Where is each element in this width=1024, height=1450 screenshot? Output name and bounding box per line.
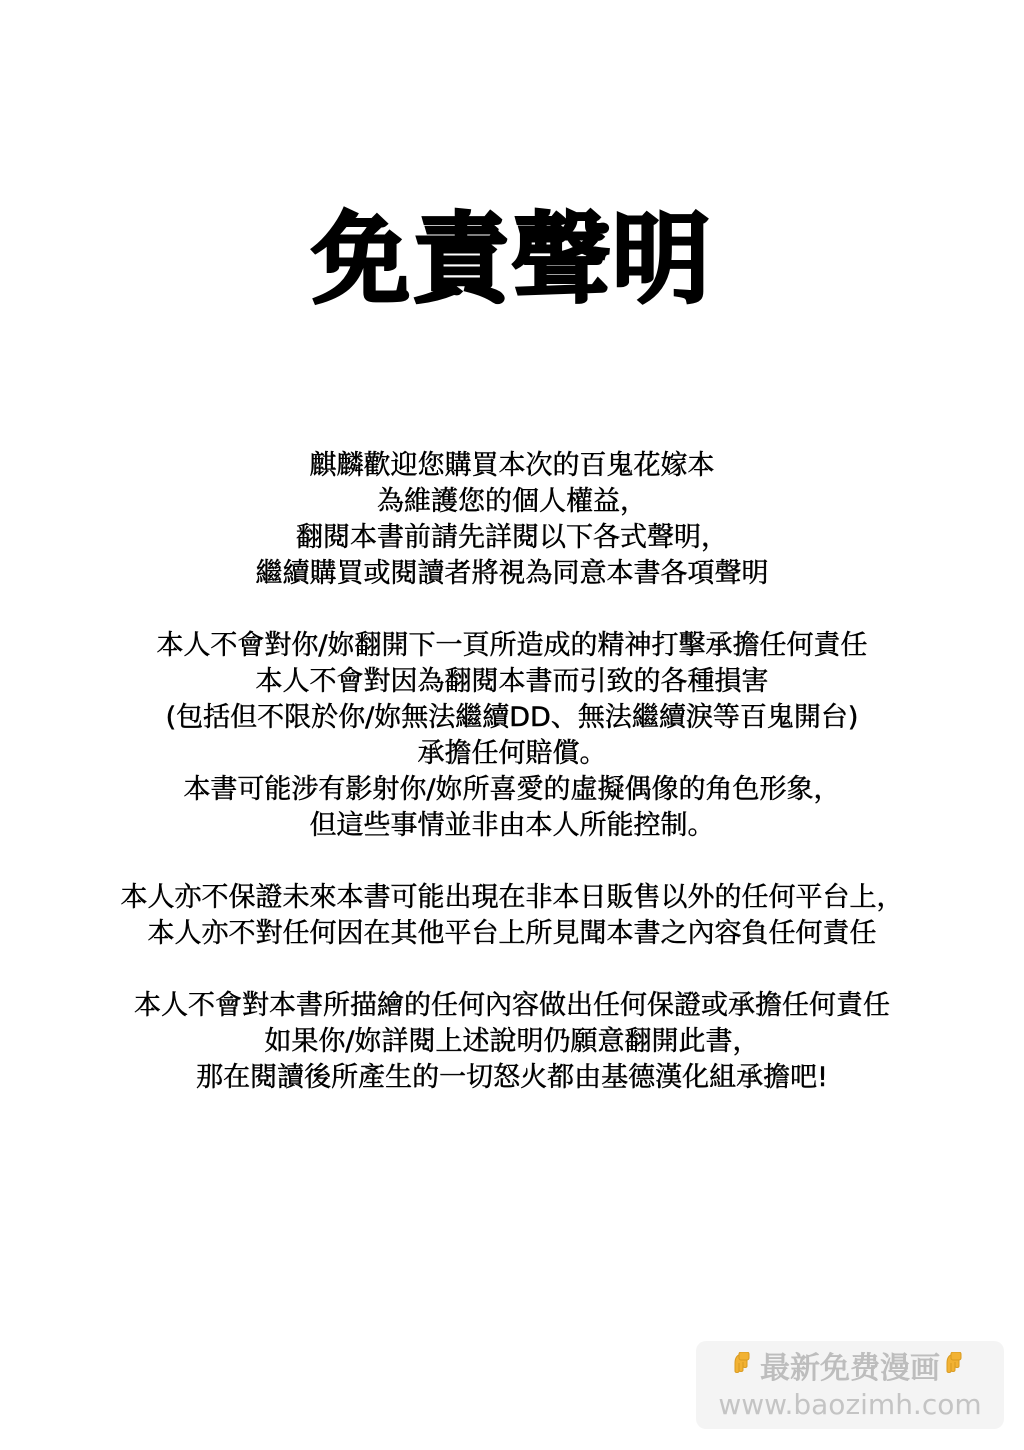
text-line: 為維護您的個人權益， [377,486,647,517]
text-line: 本書可能涉有影射你/妳所喜愛的虛擬偶像的角色形象， [183,774,841,805]
paragraph-closing [40,988,984,1096]
watermark-url: www.baozimh.com [718,1388,982,1421]
paragraph-liability [40,628,984,844]
paragraph-platforms [40,880,984,952]
text-line: 翻閱本書前請先詳閱以下各式聲明， [296,522,728,553]
text-line: 繼續購買或閱讀者將視為同意本書各項聲明 [255,558,769,589]
text-line: 本人不會對本書所描繪的任何內容做出任何保證或承擔任何責任 [134,990,890,1021]
paragraph-intro [40,448,984,592]
watermark-row [696,1349,1004,1389]
text-line: 那在閱讀後所產生的一切怒火都由基德漢化組承擔吧! [196,1062,828,1093]
text-line: 如果你/妳詳閱上述說明仍願意翻開此書， [264,1026,760,1057]
text-line: 本人不會對因為翻閱本書而引致的各種損害 [255,666,769,697]
text-line: 本人亦不對任何因在其他平台上所見聞本書之內容負任何責任 [147,918,877,949]
page-title: 免責聲明 [311,203,712,317]
text-line: 麒麟歡迎您購買本次的百鬼花嫁本 [309,450,715,481]
watermark [696,1341,1004,1429]
watermark-label: 最新免费漫画 [760,1351,940,1386]
text-line: 但這些事情並非由本人所能控制。 [309,810,715,841]
disclaimer-body [40,448,984,1096]
pointing-down-hand-icon [944,1352,968,1382]
text-line: (包括但不限於你/妳無法繼續DD、無法繼續淚等百鬼開台) [165,702,859,733]
text-line: 本人不會對你/妳翻開下一頁所造成的精神打擊承擔任何責任 [156,630,868,661]
text-line: 承擔任何賠償。 [417,738,607,769]
pointing-down-hand-icon [732,1352,756,1382]
text-line: 本人亦不保證未來本書可能出現在非本日販售以外的任何平台上， [120,882,904,913]
